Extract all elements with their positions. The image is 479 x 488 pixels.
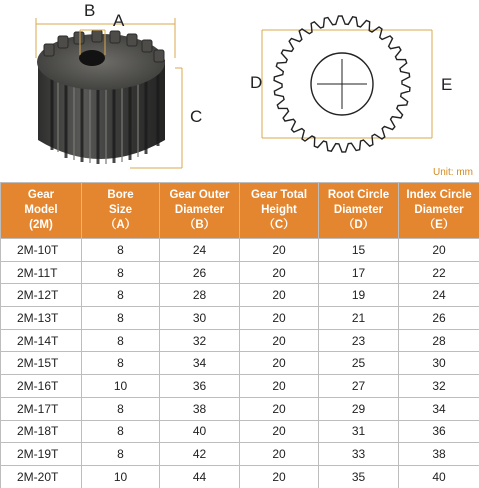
value-cell: 25 — [319, 352, 399, 375]
value-cell: 20 — [399, 239, 479, 262]
value-cell: 26 — [399, 307, 479, 330]
table-row — [1, 375, 479, 398]
value-cell: 20 — [240, 443, 319, 466]
value-cell: 20 — [240, 239, 319, 262]
column-header-text: Diameter — [174, 204, 225, 216]
column-header-text: Diameter — [333, 204, 384, 216]
value-cell: 8 — [82, 329, 160, 352]
value-cell: 8 — [82, 284, 160, 307]
column-header-text: （E） — [423, 219, 455, 231]
value-cell: 33 — [319, 443, 399, 466]
table-row — [1, 284, 479, 307]
column-header — [160, 183, 240, 239]
value-cell: 15 — [319, 239, 399, 262]
value-cell: 34 — [399, 397, 479, 420]
table-row — [1, 465, 479, 488]
value-cell: 10 — [82, 375, 160, 398]
value-cell: 10 — [82, 465, 160, 488]
value-cell: 19 — [319, 284, 399, 307]
value-cell: 20 — [240, 284, 319, 307]
value-cell: 20 — [240, 261, 319, 284]
value-cell: 22 — [399, 261, 479, 284]
label-c: C — [190, 107, 203, 126]
table-header-row — [1, 183, 479, 239]
column-header — [82, 183, 160, 239]
value-cell: 8 — [82, 239, 160, 262]
value-cell: 32 — [160, 329, 240, 352]
column-header-text: Index Circle — [406, 189, 472, 201]
value-cell: 8 — [82, 443, 160, 466]
value-cell: 17 — [319, 261, 399, 284]
value-cell: 26 — [160, 261, 240, 284]
label-b: B — [84, 1, 96, 20]
value-cell: 20 — [240, 420, 319, 443]
value-cell: 40 — [399, 465, 479, 488]
table-row — [1, 261, 479, 284]
value-cell: 40 — [160, 420, 240, 443]
column-header-text: Gear — [27, 189, 55, 201]
value-cell: 8 — [82, 420, 160, 443]
column-header-text: Gear Outer — [169, 189, 230, 201]
value-cell: 28 — [160, 284, 240, 307]
column-header-text: Model — [24, 204, 58, 216]
value-cell: 34 — [160, 352, 240, 375]
column-header-text: （A） — [104, 219, 137, 231]
model-cell: 2M-18T — [1, 420, 82, 443]
value-cell: 23 — [319, 329, 399, 352]
model-cell: 2M-17T — [1, 397, 82, 420]
model-cell: 2M-11T — [1, 261, 82, 284]
model-cell: 2M-10T — [1, 239, 82, 262]
column-header — [399, 183, 479, 239]
value-cell: 20 — [240, 307, 319, 330]
label-a: A — [113, 11, 125, 30]
column-header-text: （D） — [342, 219, 375, 231]
table-body — [1, 239, 479, 488]
value-cell: 24 — [399, 284, 479, 307]
value-cell: 36 — [160, 375, 240, 398]
value-cell: 8 — [82, 307, 160, 330]
unit-label: Unit: mm — [433, 167, 473, 178]
column-header-text: Root Circle — [327, 189, 390, 201]
column-header-text: （B） — [183, 219, 216, 231]
value-cell: 20 — [240, 397, 319, 420]
value-cell: 44 — [160, 465, 240, 488]
table-row — [1, 443, 479, 466]
value-cell: 38 — [160, 397, 240, 420]
table-row — [1, 397, 479, 420]
label-e: E — [441, 75, 453, 94]
column-header-text: Diameter — [414, 204, 464, 216]
column-header-text: Gear Total — [250, 189, 308, 201]
value-cell: 20 — [240, 465, 319, 488]
table-row — [1, 329, 479, 352]
column-header — [319, 183, 399, 239]
model-cell: 2M-12T — [1, 284, 82, 307]
table-row — [1, 307, 479, 330]
value-cell: 32 — [399, 375, 479, 398]
column-header — [240, 183, 319, 239]
value-cell: 24 — [160, 239, 240, 262]
model-cell: 2M-13T — [1, 307, 82, 330]
column-header-text: Bore — [107, 189, 134, 201]
value-cell: 20 — [240, 375, 319, 398]
illustration-area — [0, 0, 479, 182]
model-cell: 2M-19T — [1, 443, 82, 466]
spec-table — [0, 182, 479, 488]
value-cell: 36 — [399, 420, 479, 443]
model-cell: 2M-15T — [1, 352, 82, 375]
value-cell: 31 — [319, 420, 399, 443]
column-header-text: (2M) — [29, 219, 53, 231]
column-header-text: （C） — [263, 219, 295, 231]
value-cell: 27 — [319, 375, 399, 398]
table-row — [1, 420, 479, 443]
value-cell: 35 — [319, 465, 399, 488]
value-cell: 30 — [399, 352, 479, 375]
value-cell: 30 — [160, 307, 240, 330]
value-cell: 8 — [82, 397, 160, 420]
column-header — [1, 183, 82, 239]
value-cell: 20 — [240, 352, 319, 375]
value-cell: 42 — [160, 443, 240, 466]
value-cell: 21 — [319, 307, 399, 330]
model-cell: 2M-20T — [1, 465, 82, 488]
model-cell: 2M-16T — [1, 375, 82, 398]
label-d: D — [250, 73, 263, 92]
column-header-text: Height — [261, 204, 297, 216]
value-cell: 29 — [319, 397, 399, 420]
table-row — [1, 352, 479, 375]
value-cell: 28 — [399, 329, 479, 352]
value-cell: 20 — [240, 329, 319, 352]
table-row — [1, 239, 479, 262]
model-cell: 2M-14T — [1, 329, 82, 352]
column-header-text: Size — [108, 204, 132, 216]
value-cell: 38 — [399, 443, 479, 466]
value-cell: 8 — [82, 352, 160, 375]
center-cross — [317, 59, 367, 109]
value-cell: 8 — [82, 261, 160, 284]
